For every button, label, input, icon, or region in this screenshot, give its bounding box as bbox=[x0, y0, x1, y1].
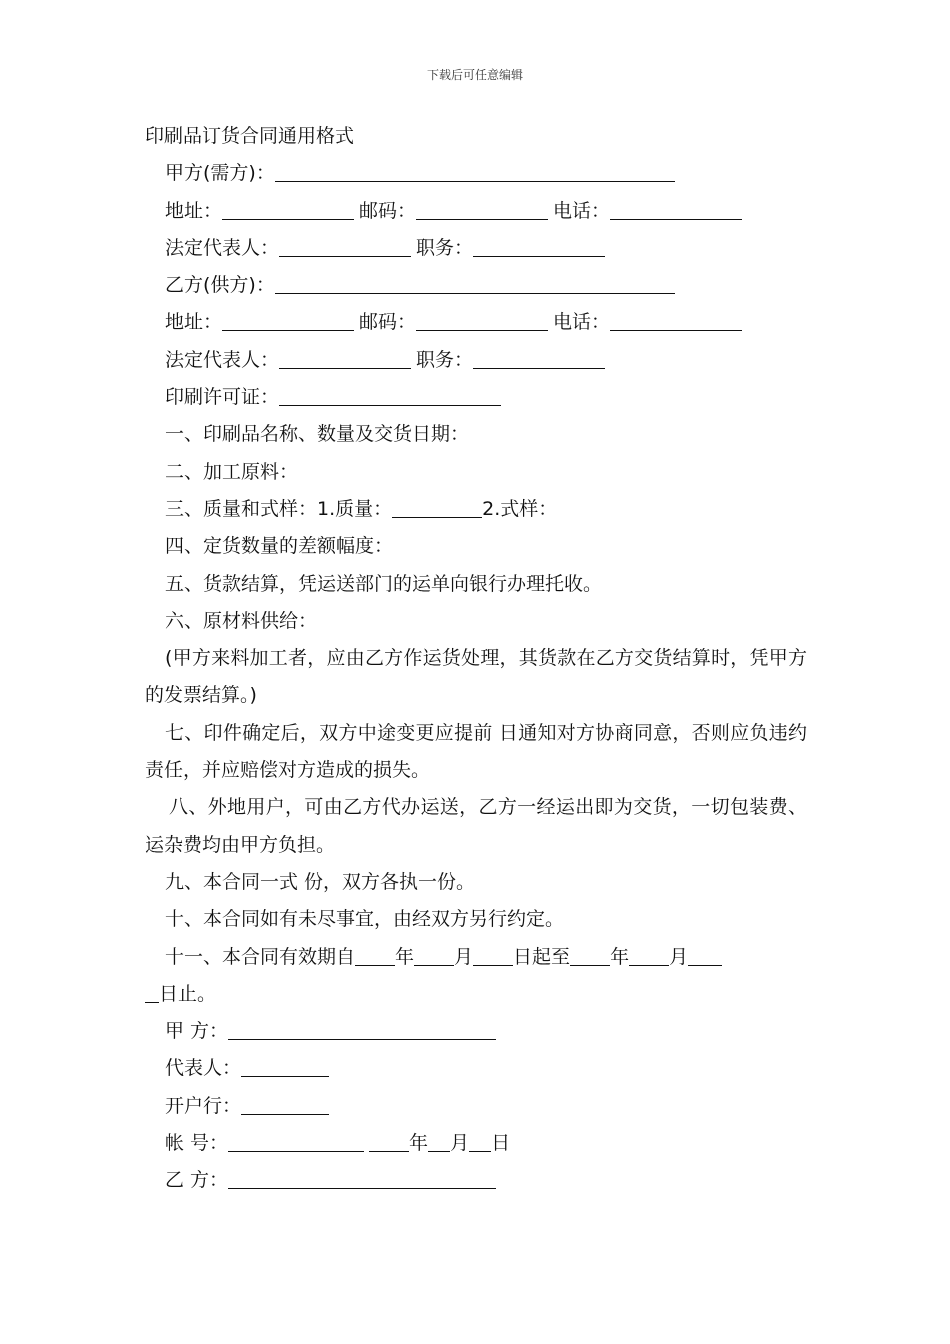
party-b-blank[interactable] bbox=[275, 273, 675, 294]
sign-party-b-blank[interactable] bbox=[228, 1168, 496, 1189]
end-day-blank-a[interactable] bbox=[688, 945, 722, 966]
quality-blank[interactable] bbox=[392, 497, 482, 518]
clause-10: 十、本合同如有未尽事宜，由经双方另行约定。 bbox=[165, 908, 565, 931]
contract-title: 印刷品订货合同通用格式 bbox=[145, 125, 355, 147]
party-b-rep-line bbox=[145, 342, 807, 379]
representative-blank[interactable] bbox=[241, 1056, 329, 1077]
phone-blank[interactable] bbox=[610, 310, 742, 331]
party-a-address-line bbox=[145, 193, 807, 230]
clause-9: 九、本合同一式 份，双方各执一份。 bbox=[165, 870, 476, 893]
clause-6: 六、原材料供给： bbox=[165, 609, 318, 632]
month-label: 月 bbox=[454, 945, 474, 968]
clause-3 bbox=[145, 491, 807, 528]
sign-party-a-label: 甲 方： bbox=[165, 1020, 229, 1043]
clause-4: 四、定货数量的差额幅度： bbox=[165, 535, 394, 558]
clause-11-end bbox=[145, 976, 807, 1013]
clause-2: 二、加工原料： bbox=[165, 460, 299, 483]
address-label: 地址： bbox=[165, 311, 223, 334]
phone-label: 电话： bbox=[553, 311, 611, 334]
account-blank[interactable] bbox=[228, 1131, 364, 1152]
sign-year-blank[interactable] bbox=[369, 1131, 409, 1152]
start-day-blank[interactable] bbox=[473, 945, 513, 966]
party-b-label: 乙方(供方)： bbox=[165, 274, 275, 297]
page-header: 下载后可任意编辑 bbox=[426, 68, 523, 82]
clause-11 bbox=[145, 939, 807, 976]
sign-party-b-label: 乙 方： bbox=[165, 1169, 229, 1192]
contract-body bbox=[145, 118, 807, 1200]
year-label: 年 bbox=[610, 945, 630, 968]
clause-5: 五、货款结算，凭运送部门的运单向银行办理托收。 bbox=[165, 572, 603, 595]
postcode-label: 邮码： bbox=[359, 311, 417, 334]
postcode-label: 邮码： bbox=[359, 199, 417, 222]
party-a-label: 甲方(需方)： bbox=[165, 162, 275, 185]
sign-day-blank[interactable] bbox=[469, 1131, 491, 1152]
phone-label: 电话： bbox=[553, 199, 611, 222]
clause-6-note: (甲方来料加工者，应由乙方作运货处理，其货款在乙方交货结算时，凭甲方的发票结算。) bbox=[145, 647, 807, 707]
year-label: 年 bbox=[409, 1132, 429, 1155]
print-license-blank[interactable] bbox=[279, 385, 501, 406]
sign-party-b-line bbox=[145, 1162, 807, 1199]
postcode-blank[interactable] bbox=[416, 199, 548, 220]
account-label: 帐 号： bbox=[165, 1132, 229, 1155]
address-blank[interactable] bbox=[222, 310, 354, 331]
party-a-rep-line bbox=[145, 230, 807, 267]
year-label: 年 bbox=[395, 945, 415, 968]
postcode-blank[interactable] bbox=[416, 310, 548, 331]
sign-party-a-blank[interactable] bbox=[228, 1019, 496, 1040]
phone-blank[interactable] bbox=[610, 199, 742, 220]
day-end-label: 日止。 bbox=[159, 982, 217, 1005]
representative-line bbox=[145, 1050, 807, 1087]
party-a-blank[interactable] bbox=[275, 161, 675, 182]
legal-rep-blank[interactable] bbox=[279, 236, 411, 257]
start-month-blank[interactable] bbox=[414, 945, 454, 966]
position-blank[interactable] bbox=[473, 236, 605, 257]
clause-3-style: 2.式样： bbox=[482, 497, 558, 520]
print-license-label: 印刷许可证： bbox=[165, 386, 280, 409]
print-license-line bbox=[145, 379, 807, 416]
legal-rep-label: 法定代表人： bbox=[165, 236, 280, 259]
sign-month-blank[interactable] bbox=[428, 1131, 450, 1152]
position-label: 职务： bbox=[416, 236, 474, 259]
end-month-blank[interactable] bbox=[629, 945, 669, 966]
bank-line bbox=[145, 1088, 807, 1125]
representative-label: 代表人： bbox=[165, 1057, 242, 1080]
sign-party-a-line bbox=[145, 1013, 807, 1050]
position-blank[interactable] bbox=[473, 348, 605, 369]
clause-1: 一、印刷品名称、数量及交货日期： bbox=[165, 423, 470, 446]
month-label: 月 bbox=[669, 945, 689, 968]
address-label: 地址： bbox=[165, 199, 223, 222]
party-b-line bbox=[145, 267, 807, 304]
bank-blank[interactable] bbox=[241, 1094, 329, 1115]
day-label: 日 bbox=[491, 1132, 511, 1155]
clause-3-quality: 三、质量和式样：1.质量： bbox=[165, 497, 393, 520]
day-from-label: 日起至 bbox=[513, 945, 571, 968]
party-a-line bbox=[145, 155, 807, 192]
clause-7: 七、印件确定后，双方中途变更应提前 日通知对方协商同意，否则应负违约责任，并应赔偿对方造成的损失。 bbox=[145, 721, 807, 782]
legal-rep-blank[interactable] bbox=[279, 348, 411, 369]
account-line bbox=[145, 1125, 807, 1162]
start-year-blank[interactable] bbox=[355, 945, 395, 966]
end-year-blank[interactable] bbox=[570, 945, 610, 966]
month-label: 月 bbox=[450, 1132, 470, 1155]
position-label: 职务： bbox=[416, 348, 474, 371]
legal-rep-label: 法定代表人： bbox=[165, 348, 280, 371]
bank-label: 开户行： bbox=[165, 1094, 242, 1117]
clause-11-start: 十一、本合同有效期自 bbox=[165, 945, 356, 968]
clause-8: 八、外地用户，可由乙方代办运送，乙方一经运出即为交货，一切包装费、运杂费均由甲方负担。 bbox=[145, 796, 807, 856]
party-b-address-line bbox=[145, 304, 807, 341]
end-day-blank-b[interactable] bbox=[145, 982, 159, 1003]
address-blank[interactable] bbox=[222, 199, 354, 220]
